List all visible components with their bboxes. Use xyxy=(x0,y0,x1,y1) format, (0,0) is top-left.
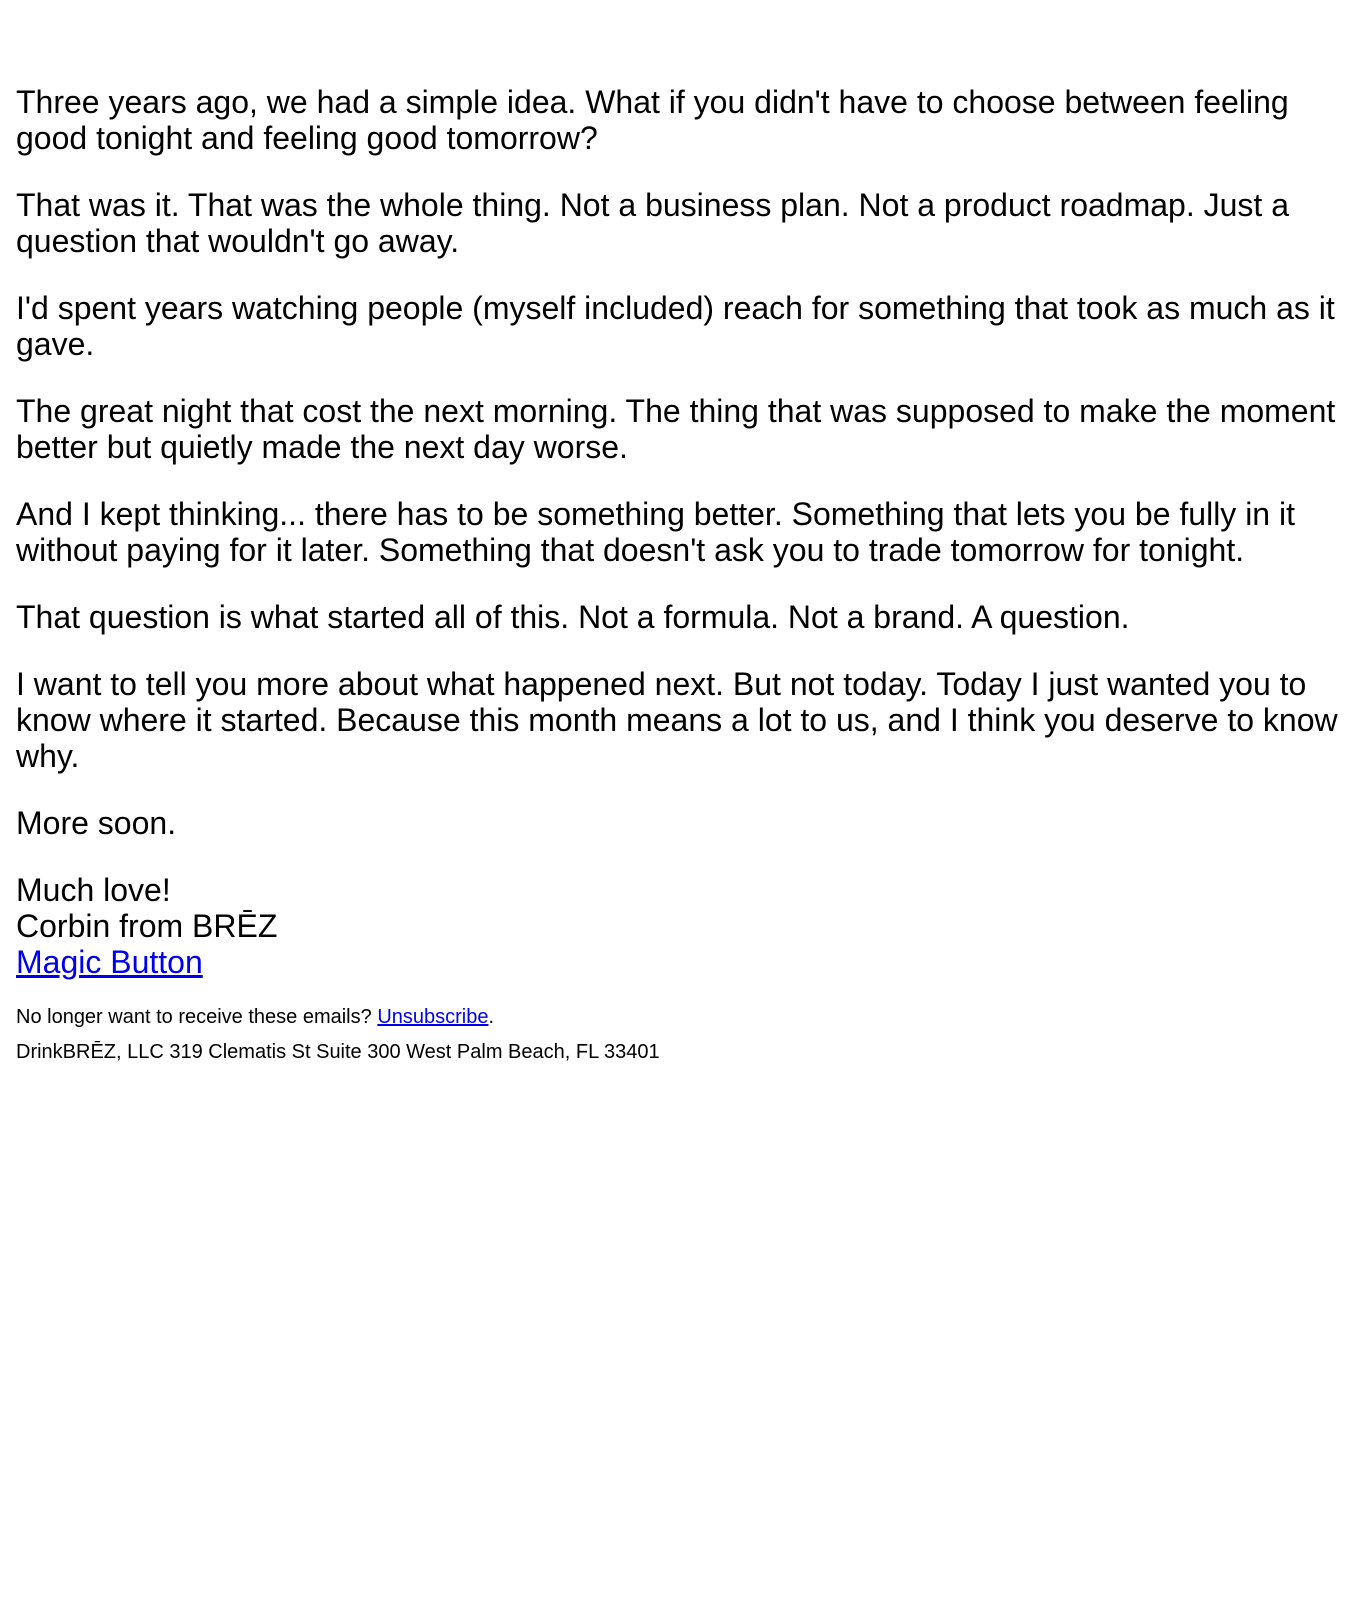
paragraph-idea: That was it. That was the whole thing. Not a business plan. Not a product roadmap. Just a question that wouldn't go away. xyxy=(16,187,1289,259)
unsubscribe-suffix: . xyxy=(488,1006,495,1028)
unsubscribe-link[interactable]: Unsubscribe xyxy=(377,1006,489,1028)
signature-closing: Much love! xyxy=(16,872,171,908)
paragraph-intro: Three years ago, we had a simple idea. What if you didn't have to choose between feeling good tonight and feeling good tomorrow? xyxy=(16,84,1289,156)
paragraph-question: That question is what started all of this. Not a formula. Not a brand. A question. xyxy=(16,599,1130,635)
magic-button-link[interactable]: Magic Button xyxy=(16,944,203,980)
paragraph-watching: I'd spent years watching people (myself included) reach for something that took as much as it gave. xyxy=(16,290,1335,362)
paragraph-tell-more: I want to tell you more about what happened next. But not today. Today I just wanted you to know where it started. Because this month means a lot to us, and I think you deserve to know why. xyxy=(16,666,1338,774)
company-address: DrinkBRĒZ, LLC 319 Clematis St Suite 300 West Palm Beach, FL 33401 xyxy=(16,1041,660,1063)
signature-sender: Corbin from BRĒZ xyxy=(16,908,278,944)
paragraph-kept-thinking: And I kept thinking... there has to be something better. Something that lets you be fully in it without paying for it later. Something that doesn't ask you to trade tomorrow for tonight. xyxy=(16,496,1295,568)
paragraph-great-night: The great night that cost the next morning. The thing that was supposed to make the moment better but quietly made the next day worse. xyxy=(16,393,1336,465)
paragraph-more-soon: More soon. xyxy=(16,805,177,841)
unsubscribe-prompt: No longer want to receive these emails? xyxy=(16,1006,378,1028)
unsubscribe-line xyxy=(16,1005,1341,1029)
signature-block xyxy=(16,872,1341,980)
email-footer xyxy=(16,1005,1341,1064)
email-body xyxy=(16,84,1341,980)
